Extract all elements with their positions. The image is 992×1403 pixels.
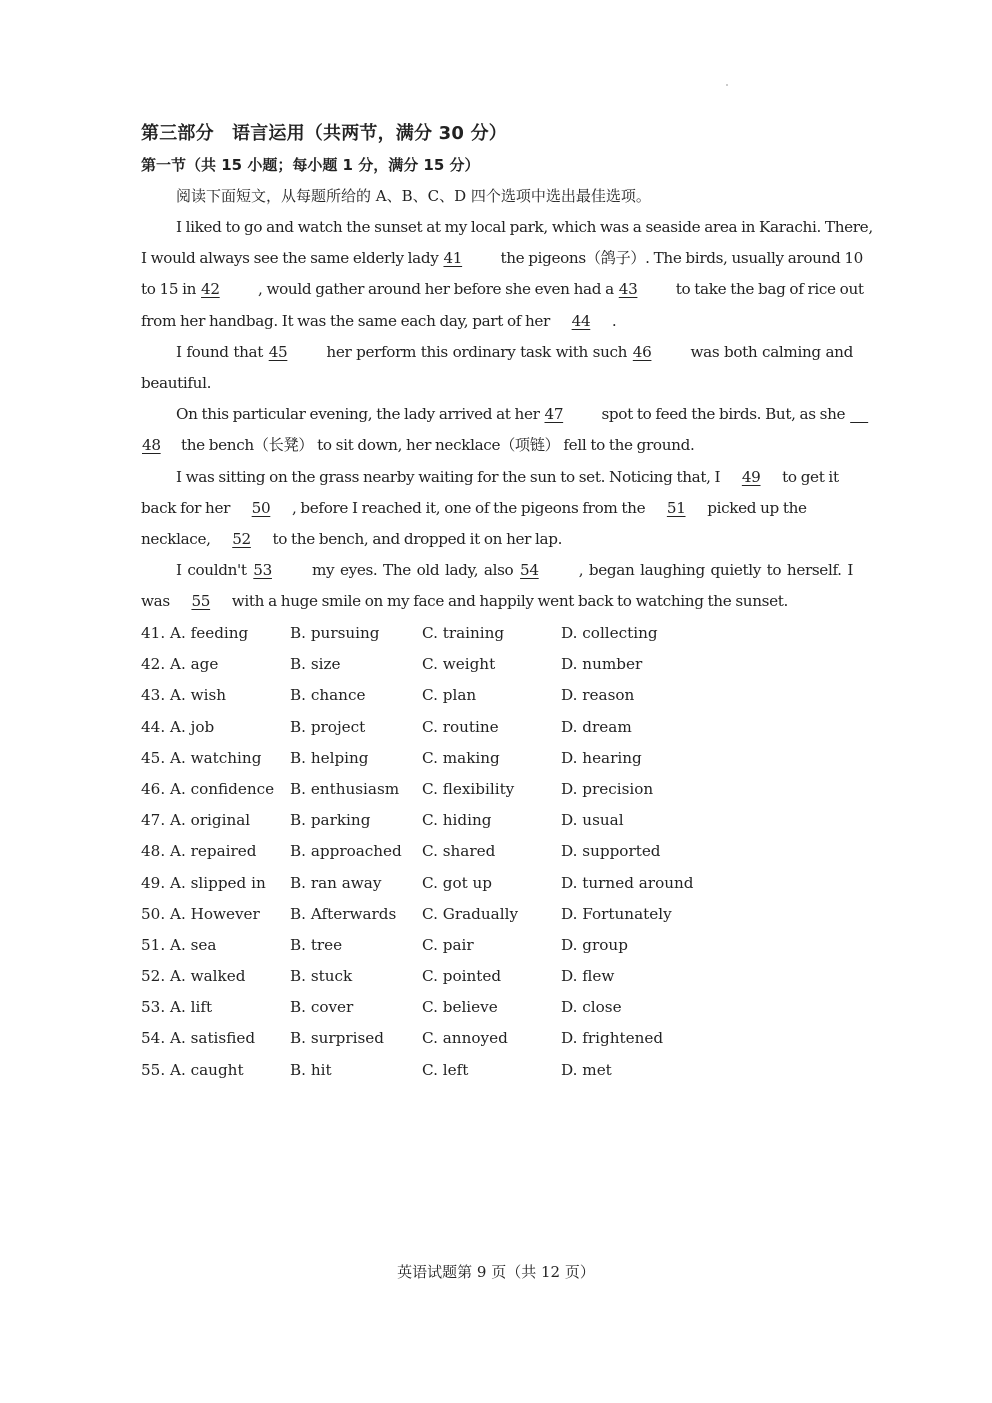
- option-d: D. flew: [561, 967, 615, 986]
- option-row: [141, 618, 741, 649]
- blank-53: 53: [253, 561, 272, 580]
- option-c: C. believe: [422, 998, 498, 1017]
- passage-line: I liked to go and watch the sunset at my local park, which was a seaside area in Karachi. There,: [176, 218, 873, 236]
- option-row: [141, 743, 741, 774]
- option-c: C. plan: [422, 686, 477, 705]
- scan-speck: [726, 84, 728, 86]
- blank-45: 45: [268, 342, 288, 361]
- option-b: B. project: [290, 717, 366, 736]
- option-row: [141, 774, 741, 805]
- option-row: [141, 868, 741, 899]
- option-c: C. training: [422, 624, 505, 642]
- blank-51: 51: [666, 498, 686, 517]
- blank-43: 43: [618, 280, 638, 299]
- blank-46: 46: [632, 342, 652, 361]
- blank-49: 49: [741, 467, 761, 486]
- option-d: D. supported: [561, 842, 661, 861]
- option-b: B. cover: [290, 998, 354, 1017]
- passage-line: 48 the bench（长凳） to sit down, her necklace（项链） fell to the ground.: [141, 430, 853, 461]
- page-footer: 英语试题第 9 页（共 12 页）: [397, 1263, 595, 1281]
- option-row: [141, 712, 741, 743]
- option-d: D. reason: [561, 686, 635, 705]
- option-d: D. number: [561, 655, 643, 674]
- option-d: D. group: [561, 935, 628, 954]
- option-a: 45. A. watching: [141, 748, 262, 767]
- blank-41: 41: [443, 249, 463, 268]
- option-a: 46. A. confidence: [141, 779, 275, 798]
- option-row: [141, 992, 741, 1023]
- option-d: D. collecting: [561, 624, 658, 642]
- section-title: 第三部分 语言运用（共两节，满分 30 分）: [141, 123, 507, 144]
- passage-line: necklace, 52 to the bench, and dropped it on her lap.: [141, 524, 853, 555]
- passage-line: I would always see the same elderly lady 41 the pigeons（鸽子）. The birds, usually around 10: [141, 243, 853, 274]
- option-a: 42. A. age: [141, 655, 219, 674]
- option-row: [141, 1055, 741, 1086]
- option-b: B. hit: [290, 1060, 332, 1079]
- passage-line: On this particular evening, the lady arrived at her 47 spot to feed the birds. But, as she: [141, 399, 853, 430]
- option-b: B. ran away: [290, 873, 382, 892]
- option-d: D. turned around: [561, 873, 694, 892]
- option-row: [141, 899, 741, 930]
- option-d: D. frightened: [561, 1029, 664, 1048]
- option-a: 49. A. slipped in: [141, 873, 266, 892]
- blank-48-start: [849, 399, 869, 430]
- option-b: B. parking: [290, 811, 371, 830]
- passage-line: I was sitting on the grass nearby waiting for the sun to set. Noticing that, I 49 to get it: [141, 462, 853, 493]
- passage-line: I couldn't 53 my eyes. The old lady, also 54 , began laughing quietly to herself. I: [141, 555, 853, 586]
- option-c: C. hiding: [422, 811, 492, 830]
- option-a: 54. A. satisfied: [141, 1029, 256, 1048]
- blank-50: 50: [251, 498, 271, 517]
- option-b: B. pursuing: [290, 624, 380, 642]
- passage-line: back for her 50 , before I reached it, one of the pigeons from the 51 picked up the: [141, 493, 853, 524]
- blank-47: 47: [544, 405, 564, 424]
- option-a: 47. A. original: [141, 811, 251, 830]
- option-c: C. pointed: [422, 967, 502, 986]
- passage-line: I found that 45 her perform this ordinary task with such 46 was both calming and: [141, 337, 853, 368]
- option-c: C. annoyed: [422, 1029, 508, 1048]
- option-a: 55. A. caught: [141, 1060, 244, 1079]
- option-b: B. tree: [290, 935, 343, 954]
- option-c: C. weight: [422, 655, 496, 674]
- option-a: 53. A. lift: [141, 998, 213, 1017]
- option-row: [141, 649, 741, 680]
- option-row: [141, 805, 741, 836]
- option-c: C. flexibility: [422, 779, 515, 798]
- option-c: C. routine: [422, 717, 499, 736]
- blank-52: 52: [232, 529, 251, 548]
- option-c: C. left: [422, 1060, 469, 1079]
- blank-44: 44: [571, 311, 591, 330]
- option-a: 44. A. job: [141, 717, 215, 736]
- option-c: C. pair: [422, 935, 474, 954]
- passage-line: to 15 in 42 , would gather around her before she even had a 43 to take the bag of rice out: [141, 274, 853, 305]
- option-row: [141, 930, 741, 961]
- instruction-text: 阅读下面短文，从每题所给的 A、B、C、D 四个选项中选出最佳选项。: [176, 187, 651, 205]
- option-c: C. making: [422, 748, 500, 767]
- option-b: B. surprised: [290, 1029, 384, 1048]
- option-d: D. dream: [561, 717, 632, 736]
- passage-line: was 55 with a huge smile on my face and happily went back to watching the sunset.: [141, 586, 853, 617]
- cloze-passage: [141, 212, 873, 617]
- option-d: D. Fortunately: [561, 904, 672, 923]
- option-row: [141, 1023, 741, 1054]
- option-b: B. chance: [290, 686, 366, 705]
- option-a: 50. A. However: [141, 904, 260, 923]
- option-b: B. enthusiasm: [290, 779, 400, 798]
- option-b: B. size: [290, 655, 341, 674]
- passage-line: from her handbag. It was the same each day, part of her 44 .: [141, 306, 853, 337]
- option-b: B. Afterwards: [290, 904, 397, 923]
- blank-55: 55: [191, 592, 211, 611]
- option-d: D. precision: [561, 779, 654, 798]
- option-row: [141, 961, 741, 992]
- option-d: D. met: [561, 1060, 612, 1079]
- option-b: B. stuck: [290, 967, 353, 986]
- option-b: B. helping: [290, 748, 369, 767]
- passage-line: beautiful.: [141, 373, 212, 392]
- answer-options: [141, 618, 741, 1086]
- option-c: C. got up: [422, 873, 493, 892]
- option-row: [141, 680, 741, 711]
- option-a: 51. A. sea: [141, 935, 217, 954]
- option-c: C. shared: [422, 842, 496, 861]
- sub-section-title: 第一节（共 15 小题；每小题 1 分，满分 15 分）: [141, 156, 480, 174]
- option-d: D. hearing: [561, 748, 642, 767]
- blank-54: 54: [520, 561, 539, 580]
- option-d: D. close: [561, 998, 622, 1017]
- option-d: D. usual: [561, 811, 624, 830]
- option-b: B. approached: [290, 842, 402, 861]
- option-c: C. Gradually: [422, 904, 519, 923]
- blank-42: 42: [201, 280, 220, 299]
- option-a: 43. A. wish: [141, 686, 227, 705]
- option-a: 41. A. feeding: [141, 624, 249, 642]
- option-a: 48. A. repaired: [141, 842, 257, 861]
- blank-48: 48: [142, 436, 161, 455]
- option-a: 52. A. walked: [141, 967, 246, 986]
- option-row: [141, 836, 741, 867]
